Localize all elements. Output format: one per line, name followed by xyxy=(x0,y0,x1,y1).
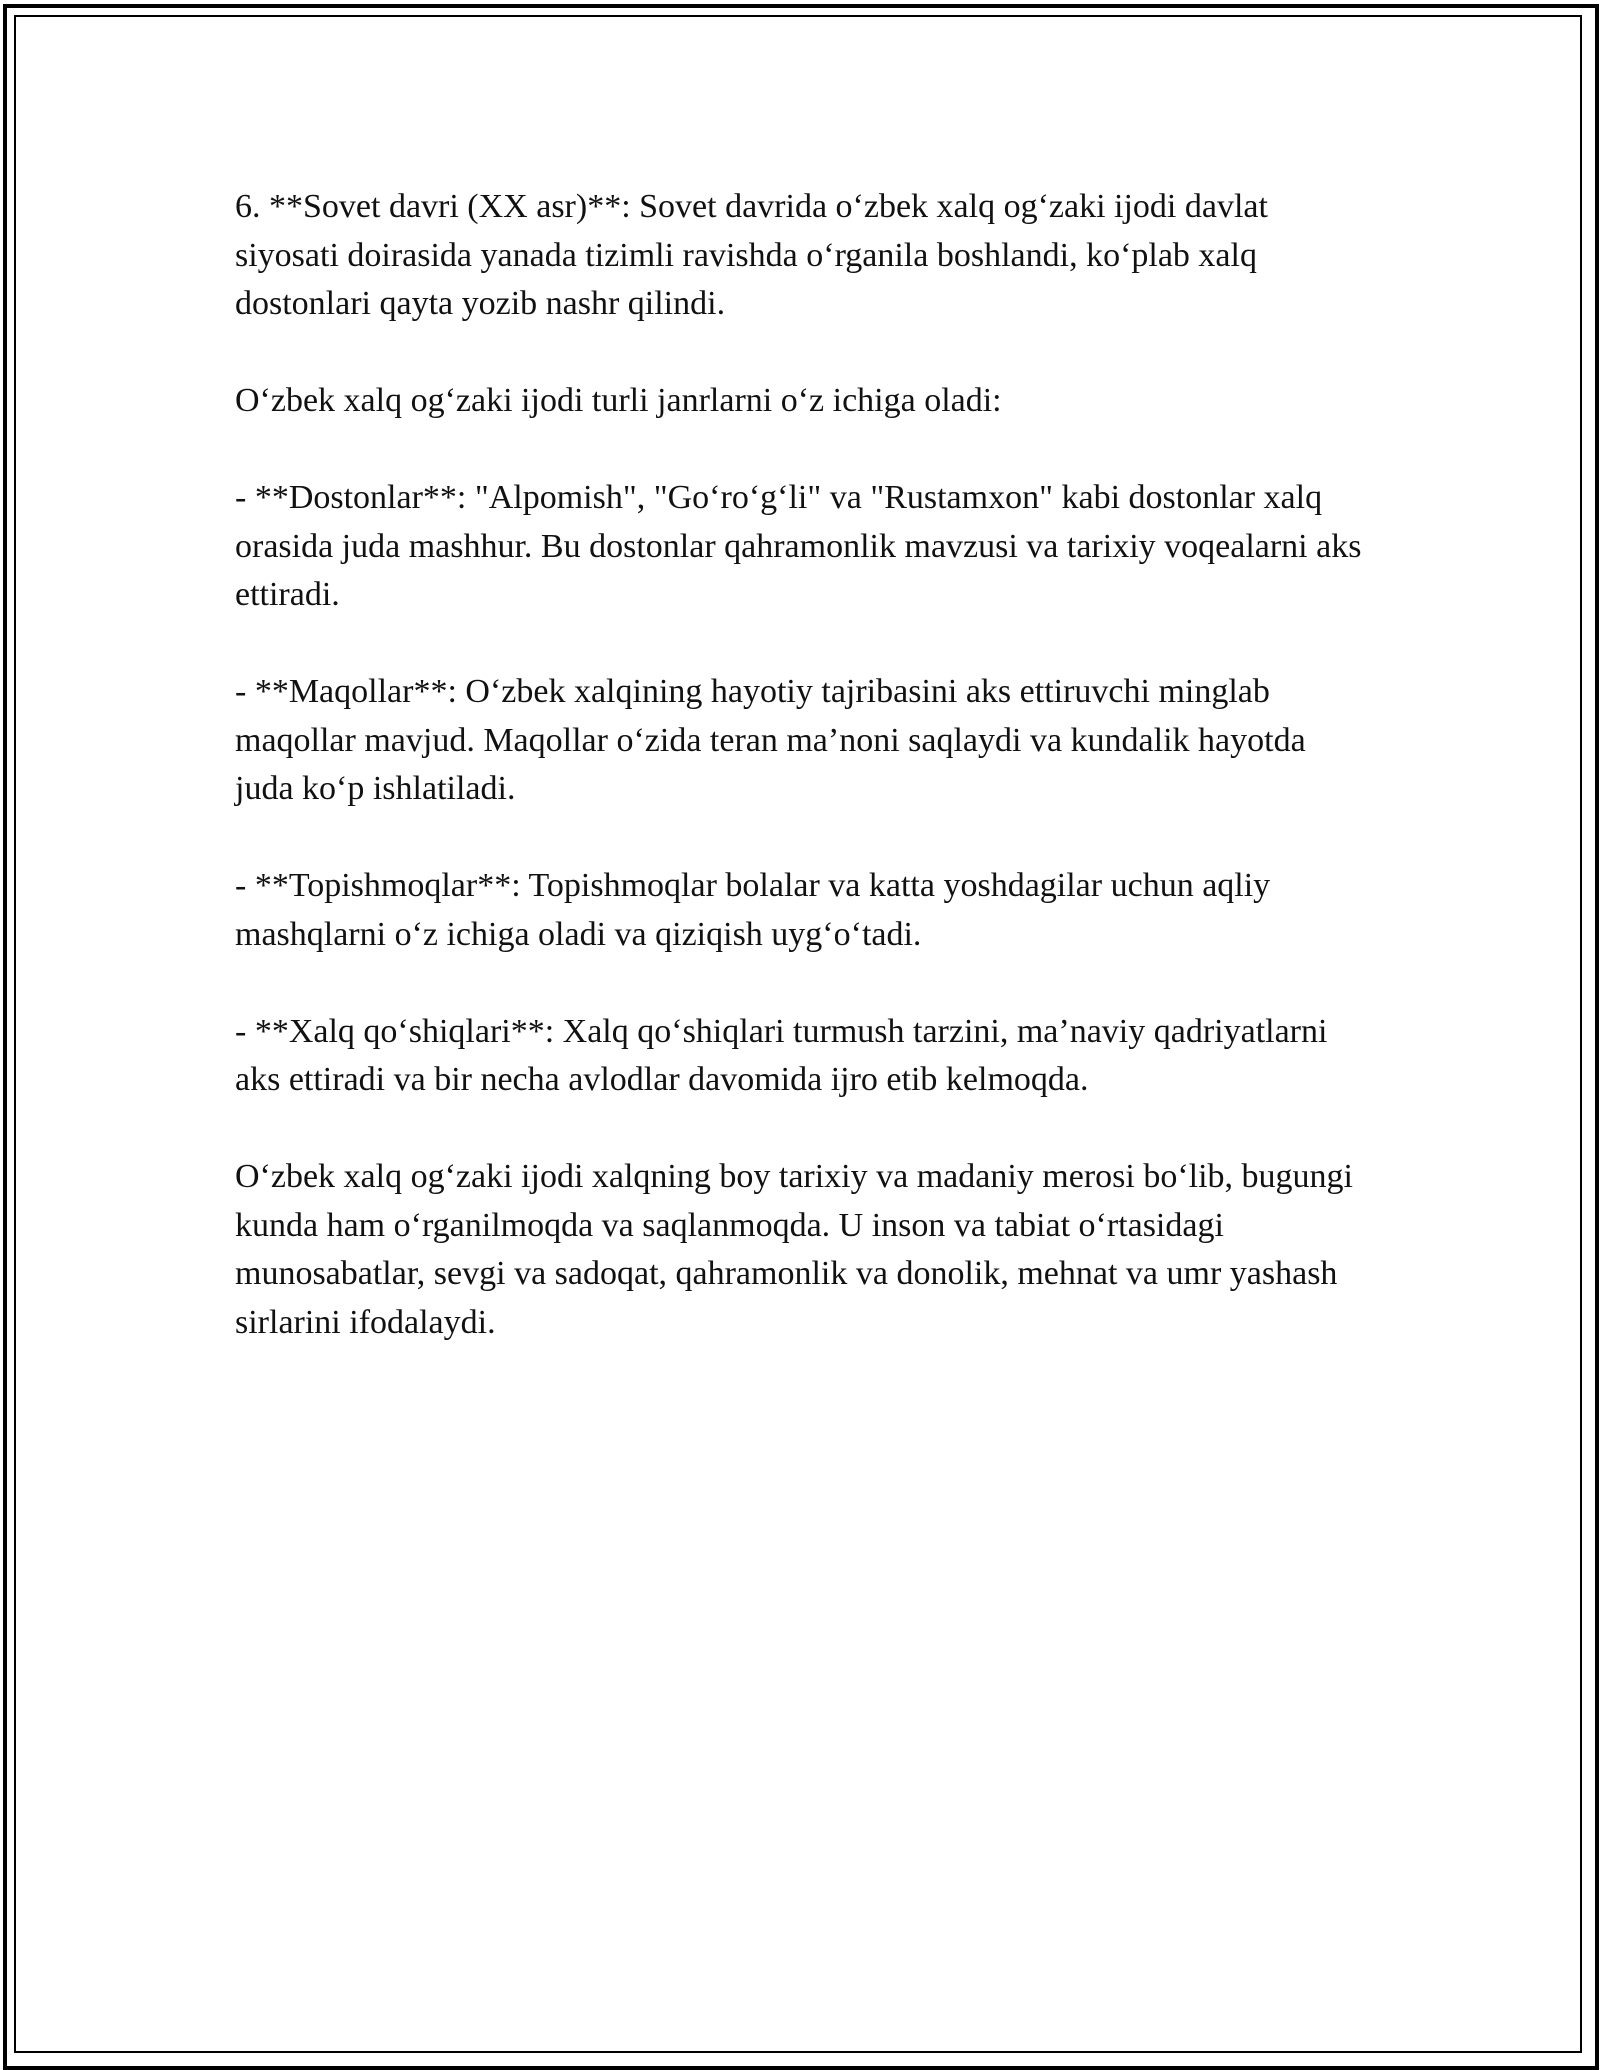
document-body xyxy=(235,183,1370,1396)
paragraph-conclusion: O‘zbek xalq og‘zaki ijodi xalqning boy tarixiy va madaniy merosi bo‘lib, bugungi kunda ham o‘rganilmoqda va saqlanmoqda. U inson va tabiat o‘rtasidagi munosabatlar, sevgi va sadoqat, qahramonlik va donolik, mehnat va umr yashash sirlarini ifodalaydi. xyxy=(235,1158,1353,1341)
paragraph-topishmoqlar: - **Topishmoqlar**: Topishmoqlar bolalar va katta yoshdagilar uchun aqliy mashqlarni o‘z ichiga oladi va qiziqish uyg‘o‘tadi. xyxy=(235,867,1271,953)
paragraph-maqollar: - **Maqollar**: O‘zbek xalqining hayotiy tajribasini aks ettiruvchi minglab maqollar mavjud. Maqollar o‘zida teran ma’noni saqlaydi va kundalik hayotda juda ko‘p ishlatiladi. xyxy=(235,673,1306,807)
paragraph-genres-intro: O‘zbek xalq og‘zaki ijodi turli janrlarni o‘z ichiga oladi: xyxy=(235,382,1002,419)
paragraph-dostonlar: - **Dostonlar**: "Alpomish", "Go‘ro‘g‘li" va "Rustamxon" kabi dostonlar xalq orasida juda mashhur. Bu dostonlar qahramonlik mavzusi va tarixiy voqealarni aks ettiradi. xyxy=(235,479,1362,613)
paragraph-xalq-qoshiqlari: - **Xalq qo‘shiqlari**: Xalq qo‘shiqlari turmush tarzini, ma’naviy qadriyatlarni aks ettiradi va bir necha avlodlar davomida ijro etib kelmoqda. xyxy=(235,1012,1328,1098)
paragraph-soviet-period: 6. **Sovet davri (XX asr)**: Sovet davrida o‘zbek xalq og‘zaki ijodi davlat siyosati doirasida yanada tizimli ravishda o‘rganila boshlandi, ko‘plab xalq dostonlari qayta yozib nashr qilindi. xyxy=(235,188,1268,322)
